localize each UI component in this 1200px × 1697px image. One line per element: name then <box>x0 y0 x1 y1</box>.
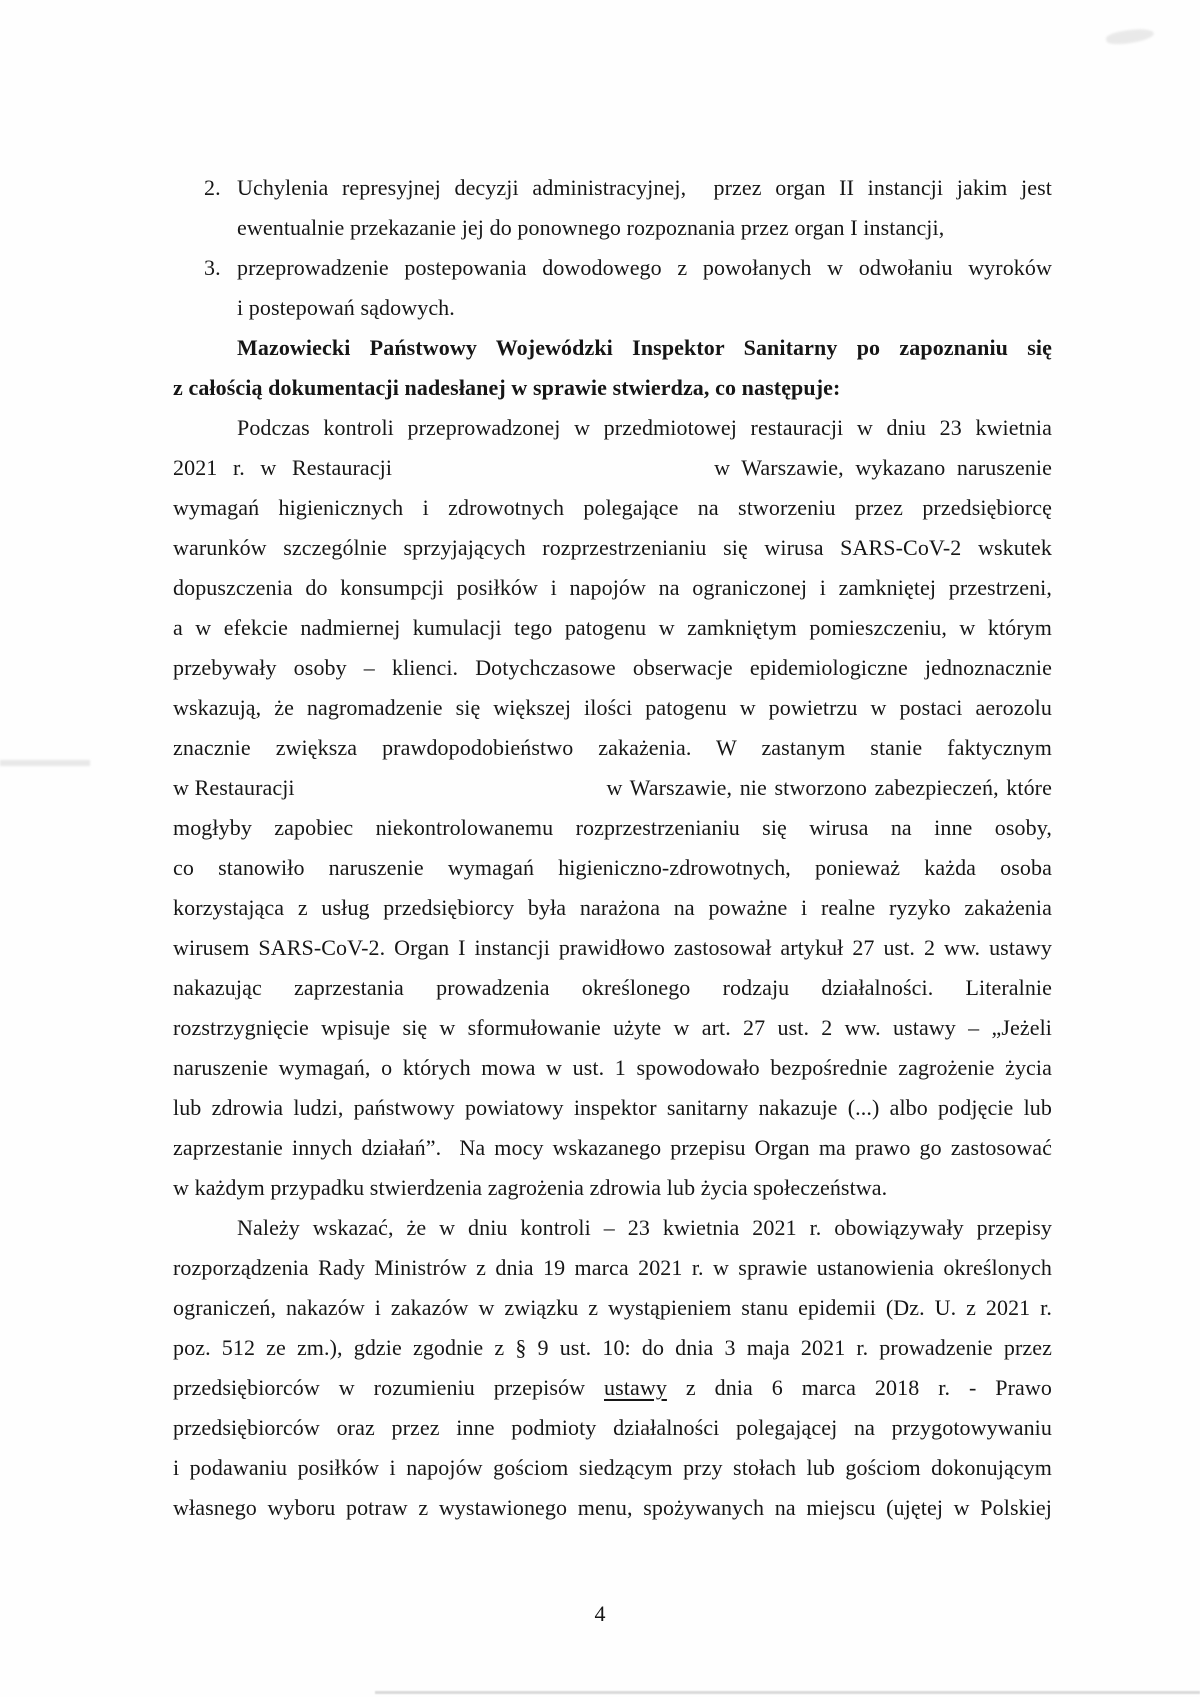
para2-line-2: rozporządzenia Rady Ministrów z dnia 19 marca 2021 r. w sprawie ustanowienia określonych <box>173 1255 1052 1280</box>
para1-line-16: rozstrzygnięcie wpisuje się w sformułowanie użyte w art. 27 ust. 2 ww. ustawy – „Jeżeli <box>173 1015 1052 1040</box>
para1-line-20: w każdym przypadku stwierdzenia zagrożenia zdrowia lub życia społeczeństwa. <box>173 1175 888 1200</box>
scan-line-bottom-edge <box>375 1691 1200 1694</box>
para1-line-2-right: w Warszawie, wykazano naruszenie <box>714 455 1052 480</box>
para1-line-10-left: w Restauracji <box>173 775 295 800</box>
para1-line-12: co stanowiło naruszenie wymagań higieniczno-zdrowotnych, ponieważ każda osoba <box>173 855 1052 880</box>
para1-line-6: a w efekcie nadmiernej kumulacji tego patogenu w zamkniętym pomieszczeniu, w którym <box>173 615 1052 640</box>
list-item-2-text: Uchylenia represyjnej decyzji administracyjnej, przez organ II instancji jakim jest <box>237 175 1052 200</box>
para1-line-10-right: w Warszawie, nie stworzono zabezpieczeń, które <box>606 775 1052 800</box>
para2-line-3: ograniczeń, nakazów i zakazów w związku z wystąpieniem stanu epidemii (Dz. U. z 2021 r. <box>173 1295 1052 1320</box>
para1-line-19: zaprzestanie innych działań”. Na mocy wskazanego przepisu Organ ma prawo go zastosować <box>173 1135 1052 1160</box>
para1-line-1: Podczas kontroli przeprowadzonej w przedmiotowej restauracji w dniu 23 kwietnia <box>237 415 1052 440</box>
para1-line-2-left: 2021 r. w Restauracji <box>173 455 393 480</box>
para1-line-10-with-redaction <box>173 768 1052 808</box>
para1-line-11: mogłyby zapobiec niekontrolowanemu rozprzestrzenianiu się wirusa na inne osoby, <box>173 815 1052 840</box>
list-item-2-number: 2. <box>204 175 221 200</box>
para2-line-5-before: przedsiębiorców w rozumieniu przepisów <box>173 1375 586 1400</box>
heading-line-2: z całością dokumentacji nadesłanej w sprawie stwierdza, co następuje: <box>173 375 841 400</box>
para1-line-15: nakazując zaprzestania prowadzenia określonego rodzaju działalności. Literalnie <box>173 975 1052 1000</box>
list-item-3-text: przeprowadzenie postepowania dowodowego z powołanych w odwołaniu wyroków <box>237 255 1052 280</box>
list-item-2-line-1 <box>173 168 1052 208</box>
para2-line-7: i podawaniu posiłków i napojów gościom siedzącym przy stołach lub gościom dokonującym <box>173 1455 1052 1480</box>
para2-line-6: przedsiębiorców oraz przez inne podmioty działalności polegającej na przygotowywaniu <box>173 1415 1052 1440</box>
para1-line-7: przebywały osoby – klienci. Dotychczasowe obserwacje epidemiologiczne jednoznacznie <box>173 655 1052 680</box>
list-item-3-line-1 <box>173 248 1052 288</box>
underlined-word-ustawy: ustawy <box>604 1375 667 1400</box>
list-item-3-line-2: i postepowań sądowych. <box>237 295 455 320</box>
para2-line-8: własnego wyboru potraw z wystawionego menu, spożywanych na miejscu (ujętej w Polskiej <box>173 1495 1052 1520</box>
para1-line-8: wskazują, że nagromadzenie się większej ilości patogenu w powietrzu w postaci aerozolu <box>173 695 1052 720</box>
para1-line-17: naruszenie wymagań, o których mowa w ust. 1 spowodowało bezpośrednie zagrożenie życia <box>173 1055 1052 1080</box>
para2-line-4: poz. 512 ze zm.), gdzie zgodnie z § 9 ust. 10: do dnia 3 maja 2021 r. prowadzenie przez <box>173 1335 1052 1360</box>
para1-line-3: wymagań higienicznych i zdrowotnych polegające na stworzeniu przez przedsiębiorcę <box>173 495 1052 520</box>
para1-line-18: lub zdrowia ludzi, państwowy powiatowy inspektor sanitarny nakazuje (...) albo podjęcie lub <box>173 1095 1052 1120</box>
page-number: 4 <box>594 1601 606 1626</box>
para2-line-5-with-underline <box>173 1368 1052 1408</box>
scan-streak-left-edge <box>0 760 90 766</box>
para1-line-13: korzystająca z usług przedsiębiorcy była narażona na poważne i realne ryzyko zakażenia <box>173 895 1052 920</box>
list-item-2-line-2: ewentualnie przekazanie jej do ponownego rozpoznania przez organ I instancji, <box>237 215 945 240</box>
para1-line-14: wirusem SARS-CoV-2. Organ I instancji prawidłowo zastosował artykuł 27 ust. 2 ww. ustawy <box>173 935 1052 960</box>
document-text-block <box>173 168 1052 1528</box>
para1-line-9: znacznie zwiększa prawdopodobieństwo zakażenia. W zastanym stanie faktycznym <box>173 735 1052 760</box>
scan-smudge-top-right <box>1105 26 1154 46</box>
list-item-3-number: 3. <box>204 255 221 280</box>
para1-line-4: warunków szczególnie sprzyjających rozprzestrzenianiu się wirusa SARS-CoV-2 wskutek <box>173 535 1052 560</box>
heading-line-1: Mazowiecki Państwowy Wojewódzki Inspektor Sanitarny po zapoznaniu się <box>237 335 1052 360</box>
para2-line-1: Należy wskazać, że w dniu kontroli – 23 kwietnia 2021 r. obowiązywały przepisy <box>237 1215 1052 1240</box>
para2-line-5-after: z dnia 6 marca 2018 r. - Prawo <box>685 1375 1052 1400</box>
para1-line-5: dopuszczenia do konsumpcji posiłków i napojów na ograniczonej i zamkniętej przestrzeni, <box>173 575 1052 600</box>
para1-line-2-with-redaction <box>173 448 1052 488</box>
